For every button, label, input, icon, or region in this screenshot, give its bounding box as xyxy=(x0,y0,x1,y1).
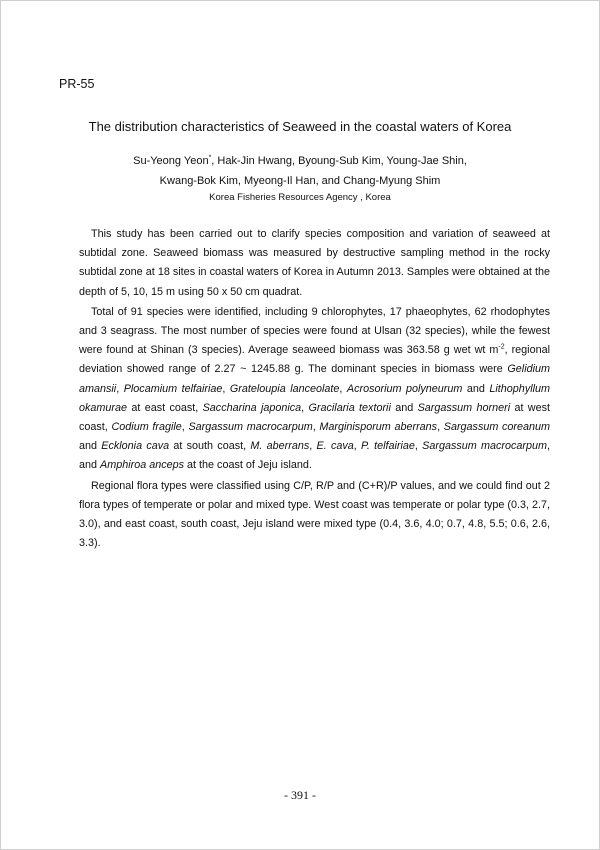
first-author: Su-Yeong Yeon xyxy=(133,155,209,167)
species-name: Sargassum macrocarpum xyxy=(422,440,548,453)
species-name: Codium fragile xyxy=(111,421,182,434)
species-name: M. aberrans xyxy=(250,440,310,453)
text-run: and xyxy=(462,382,490,395)
species-name: Ecklonia cava xyxy=(101,440,170,453)
species-name: Amphiroa anceps xyxy=(100,459,185,472)
author-list xyxy=(1,151,599,191)
text-run: , xyxy=(339,382,347,395)
text-run: , xyxy=(353,440,362,453)
abstract-code: PR-55 xyxy=(59,77,95,91)
affiliation: Korea Fisheries Resources Agency , Korea xyxy=(209,192,391,203)
text-run: , xyxy=(414,440,423,453)
species-name: P. telfairiae xyxy=(361,440,415,453)
text-run: , xyxy=(312,421,320,434)
paragraph-1: This study has been carried out to clarify species composition and variation of seaweed at subtidal zone. Seaweed biomass was measured by destructive sampling method in the rocky subtidal zone at 18 sites in coastal waters of Korea in Autumn 2013. Samples were obtained at the depth of 5, 10, 15 m using 50 x 50 cm quadrat. xyxy=(79,228,550,298)
text-run: at the coast of Jeju island. xyxy=(184,459,312,472)
paper-title: The distribution characteristics of Seaweed in the coastal waters of Korea xyxy=(88,119,512,134)
text-run: at west coast, xyxy=(79,401,551,434)
text-run: , xyxy=(116,382,124,395)
page-number: - 391 - xyxy=(284,788,316,802)
species-name: Grateloupia lanceolate xyxy=(229,382,340,395)
corresponding-mark: * xyxy=(208,154,212,162)
species-name: Plocamium telfairiae xyxy=(123,382,223,395)
abstract-body xyxy=(79,225,550,554)
species-name: Lithophyllum okamurae xyxy=(79,382,551,414)
paragraph-2 xyxy=(79,303,550,476)
paragraph-3: Regional flora types were classified using C/P, R/P and (C+R)/P values, and we could find out 2 flora types of temperate or polar and mixed type. West coast was temperate or polar type (0.3, 2.7, 3.0), and east coast, south coast, Jeju island were mixed type (0.4, 3.6, 4.0; 0.7, 4.8, 5.5; 0.6, 2.6, 3.3). xyxy=(79,479,550,550)
authors-line-1 xyxy=(1,151,599,171)
text-run: , xyxy=(437,421,444,434)
species-name: E. cava xyxy=(316,440,354,453)
species-name: Gelidium amansii xyxy=(79,363,550,395)
species-name: Saccharina japonica xyxy=(202,401,302,414)
text-run: , xyxy=(181,421,189,434)
species-name: Acrosorium polyneurum xyxy=(346,382,463,395)
species-name: Marginisporum aberrans xyxy=(319,421,438,434)
text-run: and xyxy=(390,401,418,414)
text-run: Total of 91 species were identified, including 9 chlorophytes, 17 phaeophytes, 62 rhodophytes and 3 seagrass. The most number of species were found at Ulsan (32 species), while the fewest were found at Shinan (3 species). Average seaweed biomass was 363.58 g wet wt m xyxy=(79,305,550,357)
text-run: and xyxy=(79,440,102,453)
text-run: at south coast, xyxy=(169,440,251,453)
superscript: -2 xyxy=(498,343,505,351)
text-run: , xyxy=(301,401,309,414)
text-run: at east coast, xyxy=(127,401,203,414)
text-run: , regional deviation showed range of 2.27 ~ 1245.88 g. The dominant species in biomass were xyxy=(79,344,550,376)
text-run: , xyxy=(222,382,230,395)
authors-line-2: Kwang-Bok Kim, Myeong-Il Han, and Chang-Myung Shim xyxy=(159,175,441,187)
text-run: , and xyxy=(79,440,551,472)
species-name: Sargassum horneri xyxy=(417,401,511,414)
species-name: Sargassum coreanum xyxy=(443,421,551,434)
co-authors: , Hak-Jin Hwang, Byoung-Sub Kim, Young-Jae Shin, xyxy=(211,155,467,167)
species-name: Gracilaria textorii xyxy=(308,401,391,414)
species-name: Sargassum macrocarpum xyxy=(188,421,313,434)
text-run: , xyxy=(309,440,317,453)
